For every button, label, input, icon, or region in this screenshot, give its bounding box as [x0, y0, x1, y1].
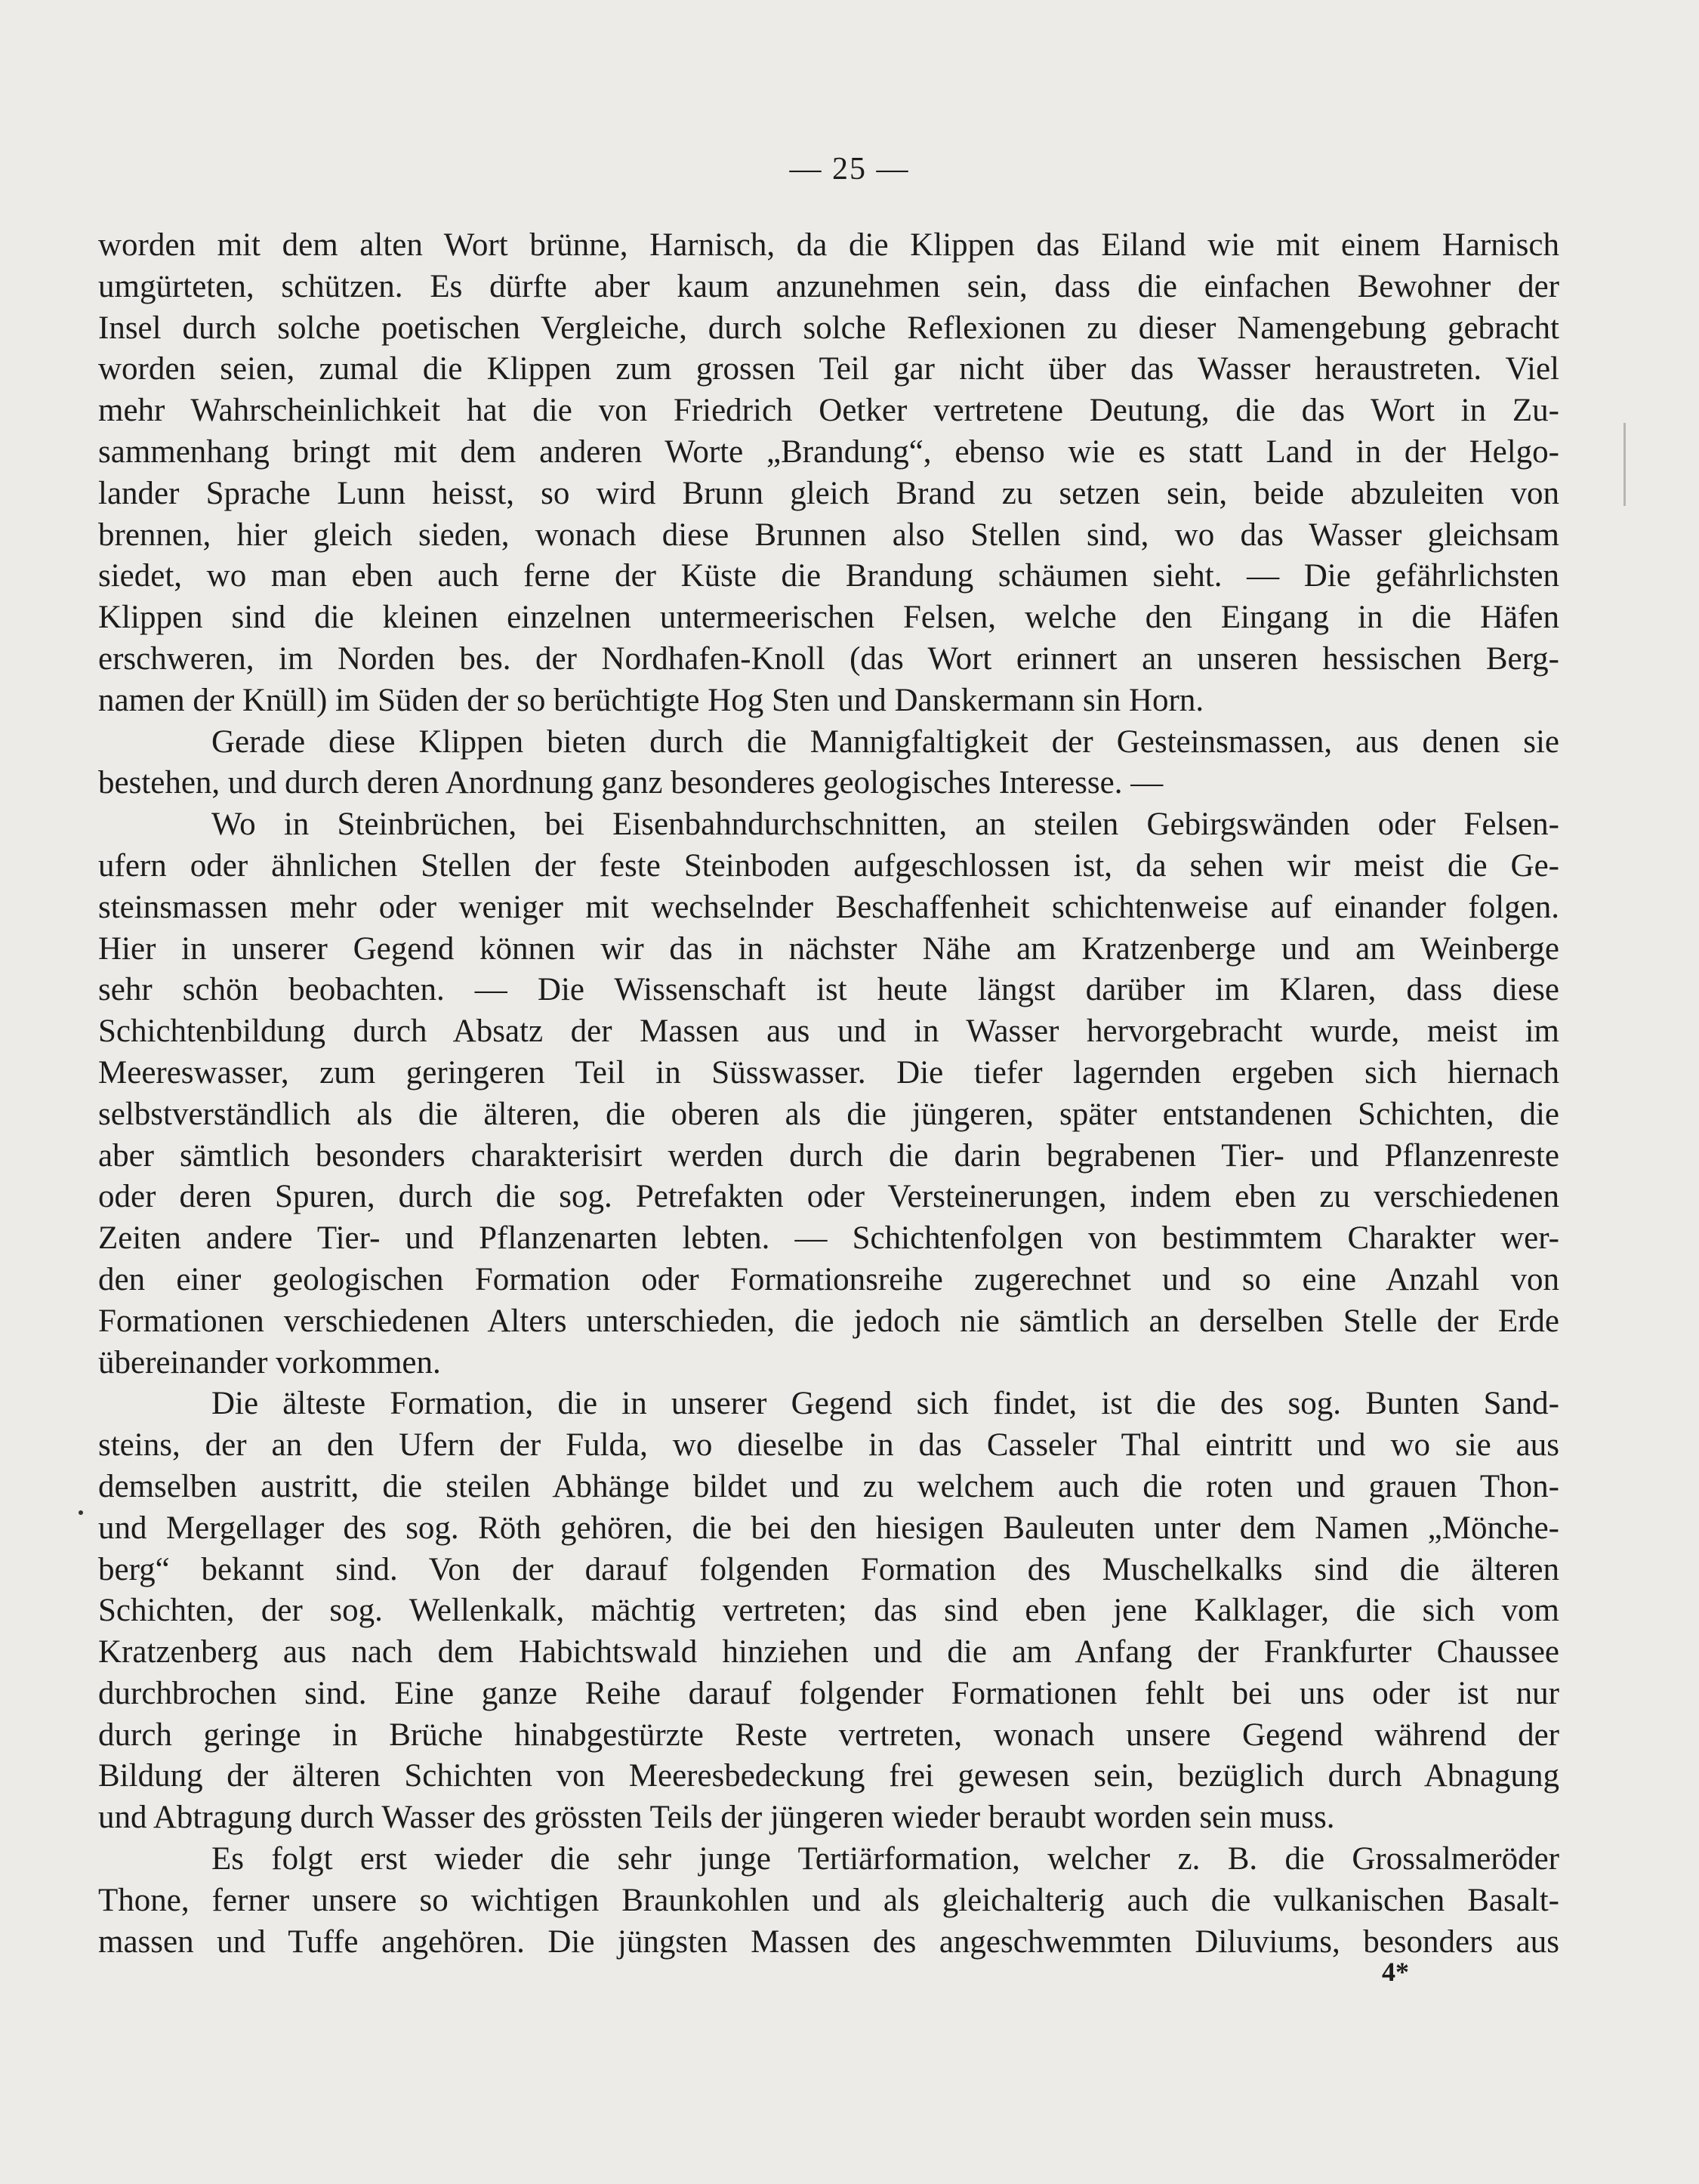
text-line: lander Sprache Lunn heisst, so wird Brunn gleich Brand zu setzen sein, beide abzuleiten von [98, 475, 1559, 511]
text-line: umgürteten, schützen. Es dürfte aber kaum anzunehmen sein, dass die einfachen Bewohner der [98, 268, 1559, 304]
text-line: aber sämtlich besonders charakterisirt werden durch die darin begrabenen Tier- und Pflanzenreste [98, 1137, 1559, 1174]
text-line: massen und Tuffe angehören. Die jüngsten Massen des angeschwemmten Diluviums, besonders aus [98, 1923, 1559, 1960]
text-line: Zeiten andere Tier- und Pflanzenarten lebten. — Schichtenfolgen von bestimmtem Charakter wer- [98, 1220, 1559, 1257]
text-line: sammenhang bringt mit dem anderen Worte „Brandung“, ebenso wie es statt Land in der Helgo- [98, 433, 1559, 470]
text-line: übereinander vorkommen. [98, 1344, 441, 1380]
text-line: Bildung der älteren Schichten von Meeresbedeckung frei gewesen sein, bezüglich durch Abnagung [98, 1758, 1559, 1794]
margin-mark [1623, 423, 1626, 506]
text-line: Meereswasser, zum geringeren Teil in Süsswasser. Die tiefer lagernden ergeben sich hiernach [98, 1054, 1559, 1090]
text-line: Klippen sind die kleinen einzelnen untermeerischen Felsen, welche den Eingang in die Häfen [98, 600, 1559, 636]
text-line: und Mergellager des sog. Röth gehören, die bei den hiesigen Bauleuten unter dem Namen „Mönche- [98, 1510, 1559, 1546]
text-line: worden seien, zumal die Klippen zum grossen Teil gar nicht über das Wasser heraustreten. Viel [98, 351, 1559, 387]
text-line: durch geringe in Brüche hinabgestürzte Reste vertreten, wonach unsere Gegend während der [98, 1717, 1559, 1753]
text-line: namen der Knüll) im Süden der so berüchtigte Hog Sten und Danskermann sin Horn. [98, 682, 1204, 718]
page-number: — 25 — [789, 152, 910, 187]
text-line: brennen, hier gleich sieden, wonach diese Brunnen also Stellen sind, wo das Wasser gleichsam [98, 517, 1559, 553]
text-line: sehr schön beobachten. — Die Wissenschaft ist heute längst darüber im Klaren, dass diese [98, 972, 1559, 1008]
signature-mark: 4* [1382, 1957, 1409, 1987]
text-line: Es folgt erst wieder die sehr junge Tertiärformation, welcher z. B. die Grossalmeröder [211, 1841, 1559, 1877]
text-line: bestehen, und durch deren Anordnung ganz besonderes geologisches Interesse. — [98, 765, 1164, 801]
text-line: siedet, wo man eben auch ferne der Küste die Brandung schäumen sieht. — Die gefährlichsten [98, 558, 1559, 594]
text-line: den einer geologischen Formation oder Formationsreihe zugerechnet und so eine Anzahl von [98, 1261, 1559, 1297]
text-line: Wo in Steinbrüchen, bei Eisenbahndurchschnitten, an steilen Gebirgswänden oder Felsen- [211, 807, 1559, 843]
text-line: oder deren Spuren, durch die sog. Petrefakten oder Versteinerungen, indem eben zu verschiedenen [98, 1179, 1559, 1215]
text-line: mehr Wahrscheinlichkeit hat die von Friedrich Oetker vertretene Deutung, die das Wort in Zu- [98, 393, 1559, 429]
text-line: ufern oder ähnlichen Stellen der feste Steinboden aufgeschlossen ist, da sehen wir meist die Ge- [98, 847, 1559, 884]
text-line: worden mit dem alten Wort brünne, Harnisch, da die Klippen das Eiland wie mit einem Harnisch [98, 227, 1559, 263]
text-line: erschweren, im Norden bes. der Nordhafen-Knoll (das Wort erinnert an unseren hessischen Berg- [98, 640, 1559, 677]
text-line: Kratzenberg aus nach dem Habichtswald hinziehen und die am Anfang der Frankfurter Chaussee [98, 1634, 1559, 1670]
text-line: steinsmassen mehr oder weniger mit wechselnder Beschaffenheit schichtenweise auf einander folgen. [98, 889, 1559, 925]
text-line: Formationen verschiedenen Alters unterschieden, die jedoch nie sämtlich an derselben Stelle der Erde [98, 1303, 1559, 1339]
text-line: selbstverständlich als die älteren, die oberen als die jüngeren, später entstandenen Schichten, die [98, 1096, 1559, 1132]
text-line: Schichtenbildung durch Absatz der Massen aus und in Wasser hervorgebracht wurde, meist im [98, 1013, 1559, 1050]
text-line: Thone, ferner unsere so wichtigen Braunkohlen und als gleichalterig auch die vulkanischen Basalt- [98, 1882, 1559, 1918]
text-line: durchbrochen sind. Eine ganze Reihe darauf folgender Formationen fehlt bei uns oder ist nur [98, 1675, 1559, 1711]
stray-dot [79, 1510, 83, 1515]
text-line: steins, der an den Ufern der Fulda, wo dieselbe in das Casseler Thal eintritt und wo sie aus [98, 1427, 1559, 1464]
body-text [98, 225, 1559, 1963]
text-line: Insel durch solche poetischen Vergleiche, durch solche Reflexionen zu dieser Namengebung gebracht [98, 310, 1559, 346]
text-line: Gerade diese Klippen bieten durch die Mannigfaltigkeit der Gesteinsmassen, aus denen sie [211, 723, 1559, 760]
text-line: demselben austritt, die steilen Abhänge bildet und zu welchem auch die roten und grauen Thon- [98, 1468, 1559, 1504]
text-line: berg“ bekannt sind. Von der darauf folgenden Formation des Muschelkalks sind die älteren [98, 1551, 1559, 1587]
text-line: Hier in unserer Gegend können wir das in nächster Nähe am Kratzenberge und am Weinberge [98, 930, 1559, 967]
text-line: Schichten, der sog. Wellenkalk, mächtig vertreten; das sind eben jene Kalklager, die sich vom [98, 1593, 1559, 1629]
text-line: und Abtragung durch Wasser des grössten Teils der jüngeren wieder beraubt worden sein muss. [98, 1800, 1335, 1836]
text-line: Die älteste Formation, die in unserer Gegend sich findet, ist die des sog. Bunten Sand- [211, 1386, 1559, 1422]
